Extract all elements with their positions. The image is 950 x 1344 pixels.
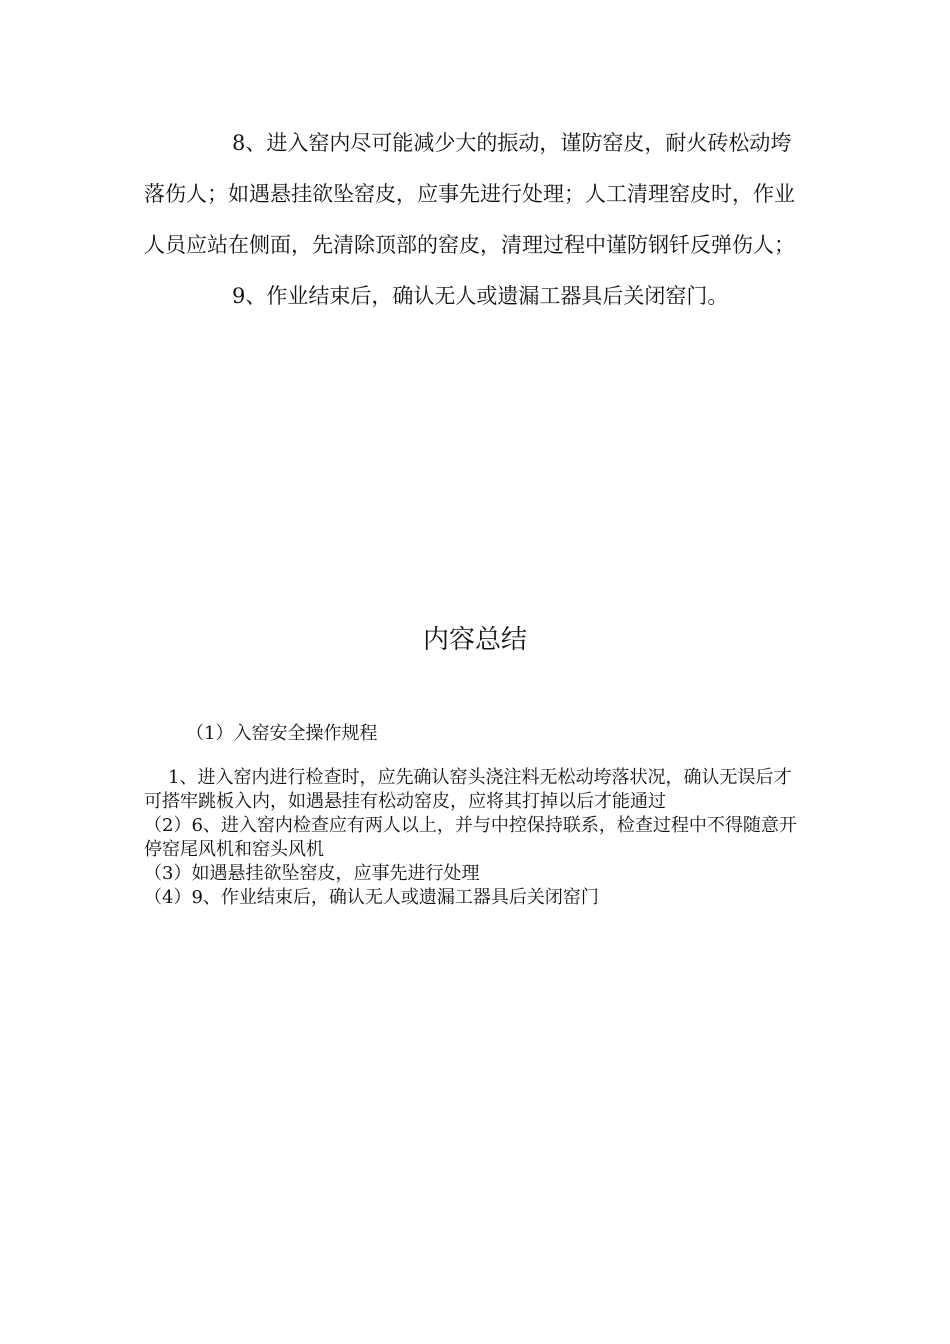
procedure-item-8: 8、进入窑内尽可能减少大的振动，谨防窑皮，耐火砖松动垮落伤人；如遇悬挂欲坠窑皮，应事先进行处理；人工清理窑皮时，作业人员应站在侧面，先清除顶部的窑皮，清理过程中谨防钢钎反弹伤人；	[144, 131, 795, 257]
procedure-continuation	[144, 118, 808, 322]
summary-title: 内容总结	[422, 625, 527, 655]
summary-section	[144, 720, 808, 910]
summary-item: （2）6、进入窑内检查应有两人以上，并与中控保持联系，检查过程中不得随意开停窑尾风机和窑头风机	[144, 815, 797, 860]
summary-item: 1、进入窑内进行检查时，应先确认窑头浇注料无松动垮落状况，确认无误后才可搭牢跳板入内，如遇悬挂有松动窑皮，应将其打掉以后才能通过	[144, 767, 792, 812]
summary-heading: （1）入窑安全操作规程	[186, 723, 378, 744]
procedure-item-9: 9、作业结束后，确认无人或遗漏工器具后关闭窑门。	[232, 284, 729, 308]
summary-item: （4）9、作业结束后，确认无人或遗漏工器具后关闭窑门	[144, 887, 599, 908]
summary-item: （3）如遇悬挂欲坠窑皮，应事先进行处理	[144, 863, 480, 884]
